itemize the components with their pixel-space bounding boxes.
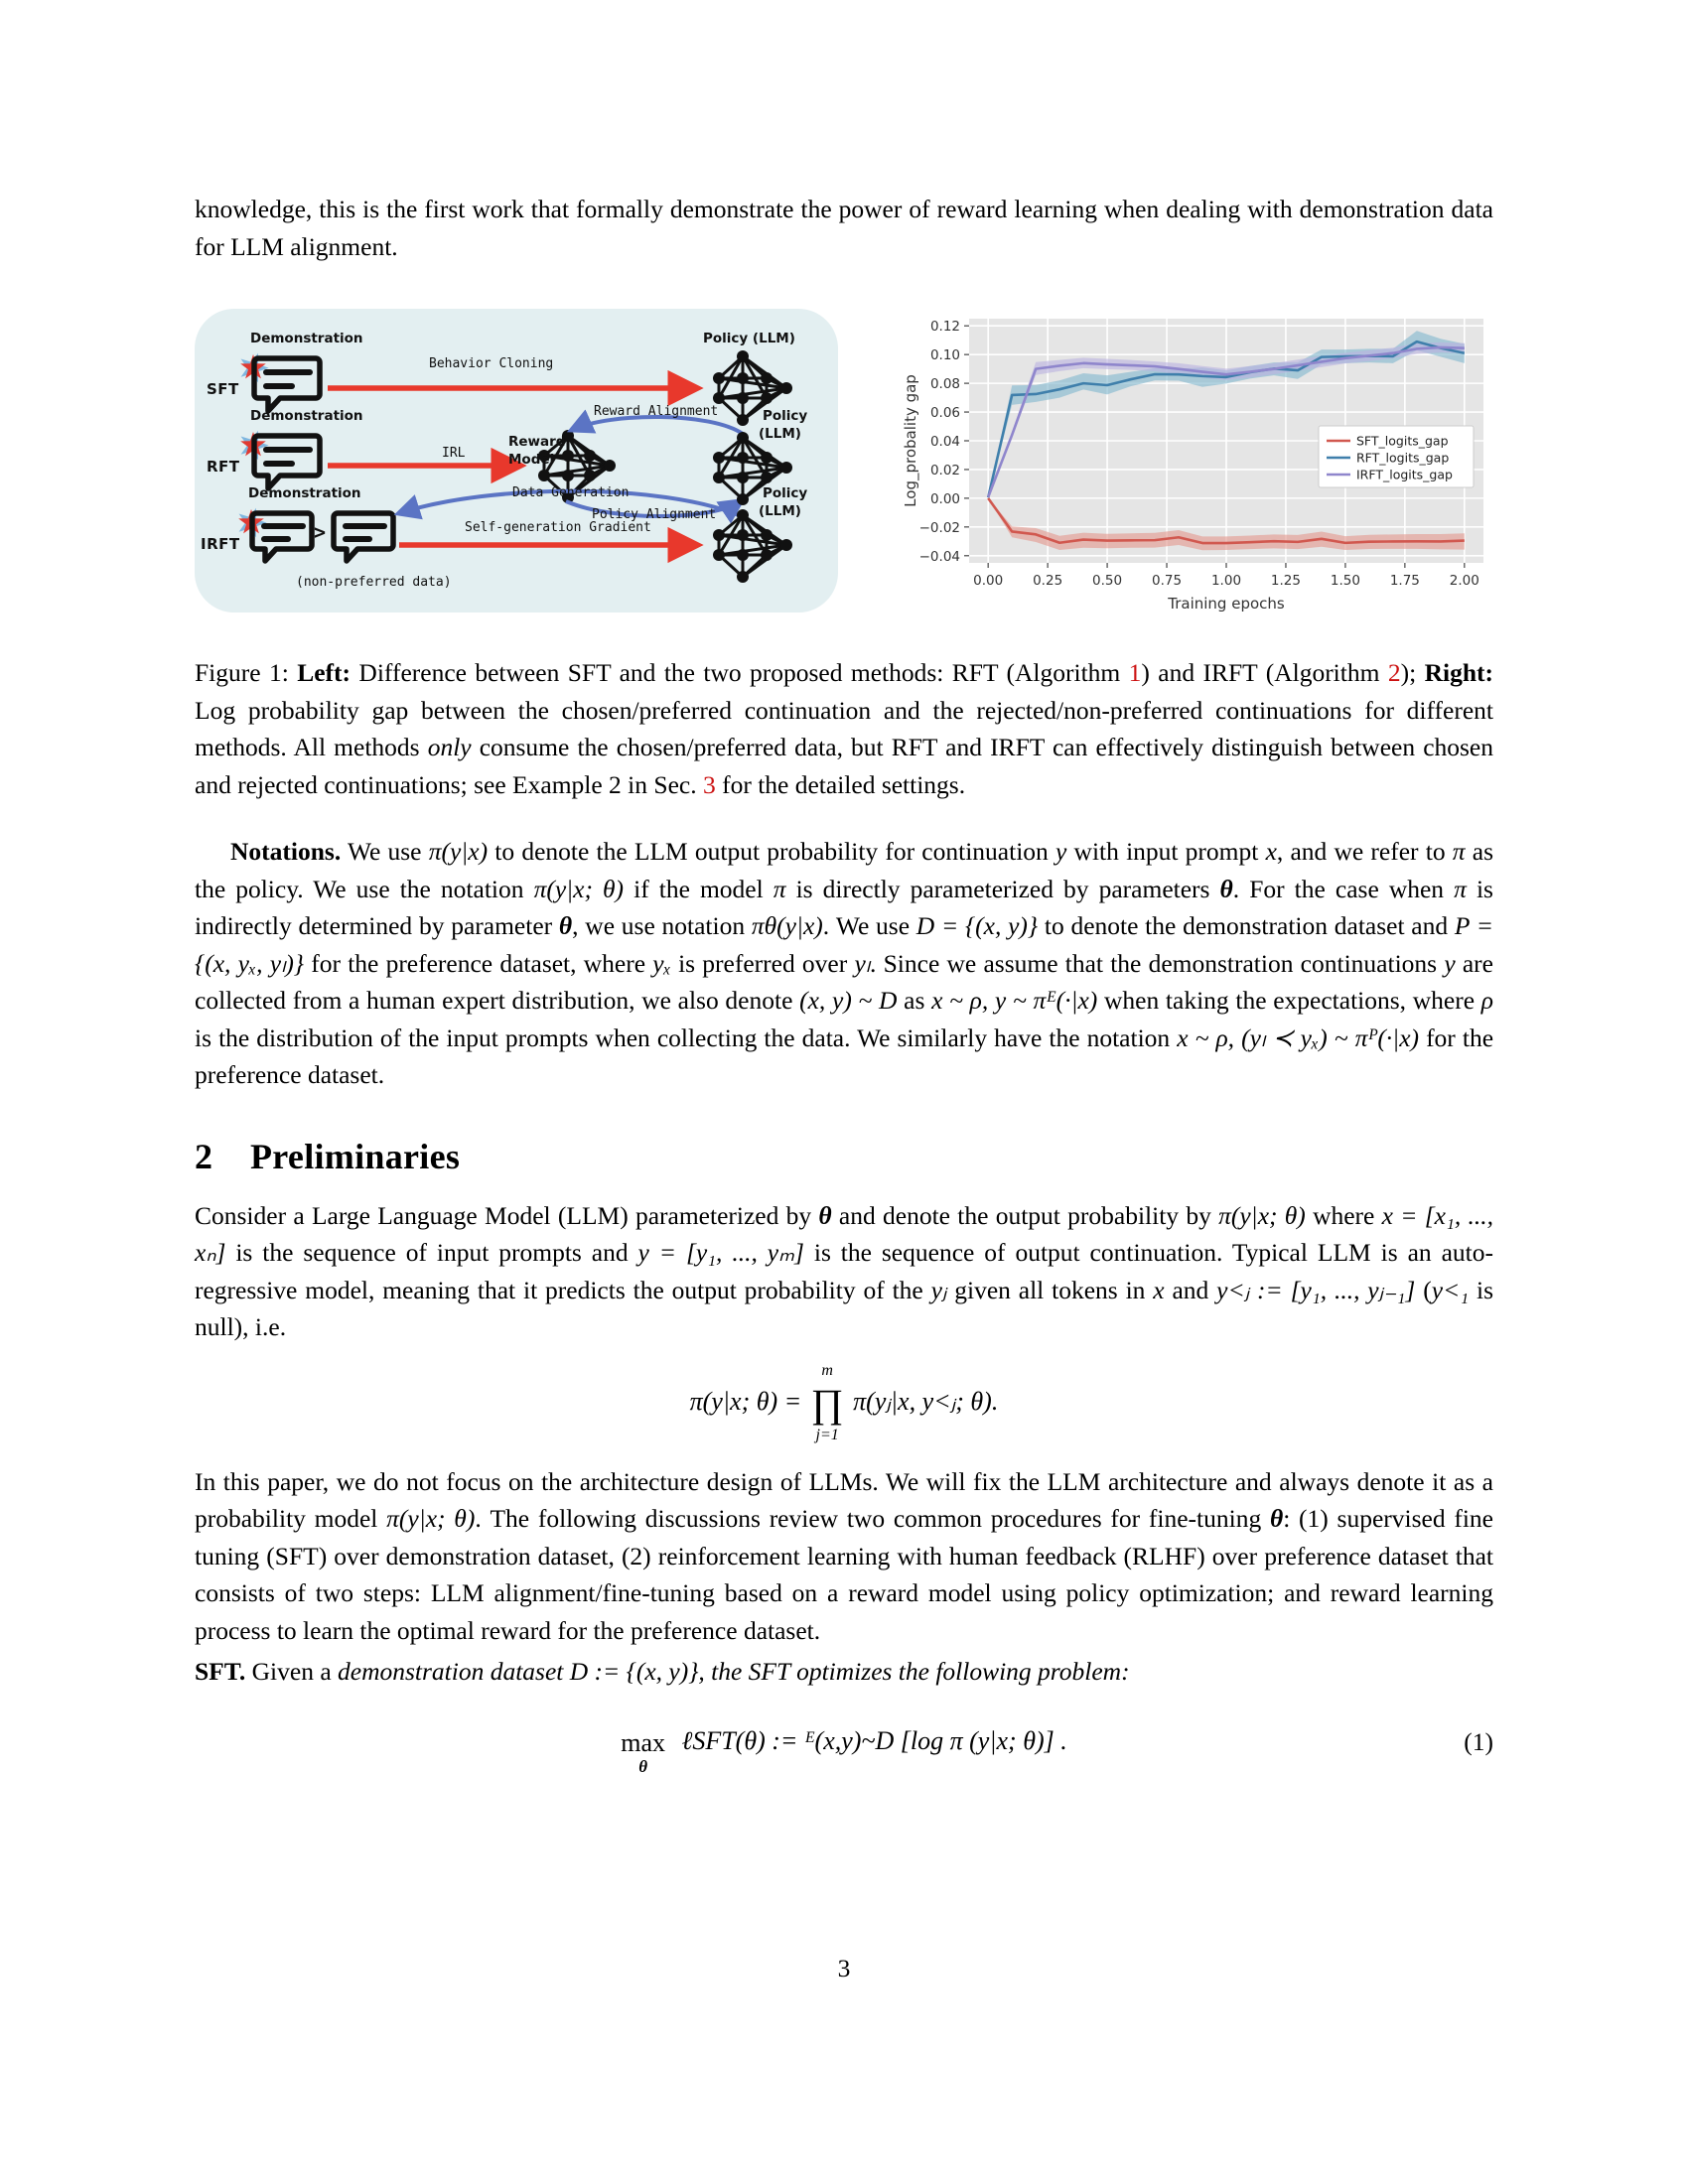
prelim-ylt1: y<₁ bbox=[1431, 1275, 1470, 1304]
y-tick-label: 0.02 bbox=[929, 462, 960, 478]
equation-autoregressive bbox=[195, 1361, 1493, 1443]
notations-t16: are collected from a human expert distribution, we also denote bbox=[195, 948, 1493, 1015]
caption-ref-3: 3 bbox=[702, 769, 716, 799]
notations-yl: yₗ bbox=[854, 948, 871, 978]
prelim-theta: θ bbox=[818, 1200, 832, 1230]
y-tick-label: −0.04 bbox=[918, 548, 960, 565]
sft-t2: D := {(x, y)}, the SFT optimizes the following problem: bbox=[563, 1657, 1130, 1686]
notations-t14: is preferred over bbox=[670, 948, 855, 978]
notations-t11: . We use bbox=[822, 911, 916, 940]
notations-pi-y-x: π(y|x) bbox=[428, 837, 489, 866]
sft-t1: Given a bbox=[245, 1657, 339, 1686]
product-operator bbox=[810, 1361, 844, 1443]
label-policy-llm-sft: Policy (LLM) bbox=[703, 331, 795, 346]
prelim-t9: is null), i.e. bbox=[195, 1275, 1494, 1341]
notations-t3: with input prompt bbox=[1066, 837, 1266, 866]
reward-alignment-arc bbox=[572, 417, 743, 434]
notations-t10: , we use notation bbox=[572, 911, 752, 940]
arch-theta: θ bbox=[1269, 1504, 1284, 1533]
notations-t17: as bbox=[897, 986, 932, 1015]
notations-t4: , and we refer to bbox=[1276, 837, 1453, 866]
label-irl: IRL bbox=[442, 446, 466, 461]
row-label-sft: SFT bbox=[207, 380, 239, 398]
figure-1 bbox=[195, 309, 1493, 628]
section-heading-preliminaries bbox=[195, 1136, 1493, 1177]
equation-1 bbox=[195, 1725, 1493, 1776]
prelim-t2: and denote the output probability by bbox=[831, 1200, 1219, 1230]
demonstration-bubble-rft bbox=[254, 436, 320, 488]
notations-t12: to denote the demonstration dataset and bbox=[1038, 911, 1455, 940]
notations-heading: Notations. bbox=[230, 837, 342, 866]
caption-text-2: ) and IRFT (Algorithm bbox=[1141, 658, 1388, 687]
notations-t7: is directly parameterized by parameters bbox=[785, 874, 1220, 903]
notations-y1: y bbox=[1055, 837, 1067, 866]
label-behavior-cloning: Behavior Cloning bbox=[429, 356, 554, 371]
notations-t9: is indirectly determined by parameter bbox=[195, 874, 1493, 940]
caption-text-5: consume the chosen/preferred data, but RFT and IRFT can effectively distinguish between chosen and rejected continuations; see Example 2 in Sec. bbox=[195, 733, 1494, 799]
x-tick-label: 1.50 bbox=[1330, 573, 1360, 589]
notations-t19: is the distribution of the input prompts when collecting the data. We similarly have the notation bbox=[195, 1023, 1178, 1052]
caption-right-bold: Right: bbox=[1424, 658, 1493, 687]
label-data-generation: Data Generation bbox=[512, 485, 630, 500]
notations-t5: as the policy. We use the notation bbox=[195, 837, 1494, 903]
label-llm-irft: (LLM) bbox=[759, 503, 801, 519]
label-demonstration-rft: Demonstration bbox=[250, 408, 363, 424]
y-tick-label: 0.10 bbox=[929, 347, 960, 364]
product-upper-limit: m bbox=[821, 1361, 833, 1379]
x-tick-label: 0.25 bbox=[1033, 573, 1063, 589]
architecture-paragraph bbox=[195, 1463, 1493, 1650]
x-tick-label: 0.75 bbox=[1152, 573, 1183, 589]
notations-pi-sub-theta: πθ(y|x) bbox=[751, 911, 823, 940]
caption-ref-1: 1 bbox=[1128, 658, 1142, 687]
y-tick-label: 0.04 bbox=[929, 434, 960, 450]
logprob-gap-chart bbox=[898, 309, 1493, 616]
sft-italic: demonstration dataset bbox=[338, 1657, 564, 1686]
caption-left-bold: Left: bbox=[297, 658, 352, 687]
label-reward-model-line1: Reward bbox=[508, 434, 566, 450]
notations-p-set: P = {(x, yₓ, yₗ)} bbox=[195, 911, 1493, 978]
label-reward-model-line2: Model bbox=[508, 452, 555, 468]
notations-pi-theta: π(y|x; θ) bbox=[533, 874, 625, 903]
x-tick-label: 0.00 bbox=[973, 573, 1004, 589]
prelim-y-seq: y = [y₁, ..., yₘ] bbox=[637, 1238, 804, 1267]
max-glyph: max bbox=[621, 1727, 665, 1757]
notations-t15: . Since we assume that the demonstration continuations bbox=[870, 948, 1445, 978]
notations-x1: x bbox=[1265, 837, 1277, 866]
prelim-t3: where bbox=[1305, 1200, 1382, 1230]
notations-t13: for the preference dataset, where bbox=[304, 948, 653, 978]
y-tick-label: 0.08 bbox=[929, 376, 960, 393]
notations-pi3: π bbox=[1454, 874, 1467, 903]
caption-text-4: Log probability gap between the chosen/preferred continuation and the rejected/non-preferred continuations for different methods. All methods bbox=[195, 695, 1493, 761]
notations-x-rho: x ~ ρ, y ~ πᴱ(·|x) bbox=[931, 986, 1098, 1015]
label-demonstration-sft: Demonstration bbox=[250, 331, 363, 346]
prelim-t4: is the sequence of input prompts and bbox=[225, 1238, 638, 1267]
row-label-rft: RFT bbox=[207, 458, 240, 476]
notations-rho: ρ bbox=[1480, 986, 1494, 1015]
demonstration-bubble-sft bbox=[254, 358, 320, 411]
y-tick-label: −0.02 bbox=[918, 519, 960, 536]
label-demonstration-irft: Demonstration bbox=[248, 485, 361, 501]
prelim-t8: ( bbox=[1415, 1275, 1432, 1304]
y-tick-label: 0.06 bbox=[929, 405, 960, 422]
x-tick-label: 0.50 bbox=[1092, 573, 1123, 589]
x-tick-label: 1.00 bbox=[1210, 573, 1242, 589]
notations-t6: if the model bbox=[624, 874, 774, 903]
eq1-body: ℓSFT(θ) := ᴱ(x,y)~D [log π (y|x; θ)] . bbox=[681, 1725, 1067, 1755]
notations-pi1: π bbox=[1452, 837, 1466, 866]
notations-theta1: θ bbox=[1219, 874, 1233, 903]
notations-y2: y bbox=[1444, 948, 1456, 978]
arch-pi-expr: π(y|x; θ) bbox=[386, 1504, 476, 1533]
page-number: 3 bbox=[837, 1954, 851, 1982]
legend-label-RFT_logits_gap: RFT_logits_gap bbox=[1356, 450, 1450, 466]
label-policy-alignment: Policy Alignment bbox=[592, 507, 717, 522]
caption-prefix: Figure 1: bbox=[195, 658, 289, 687]
label-llm-rft: (LLM) bbox=[759, 426, 801, 442]
prelim-t1: Consider a Large Language Model (LLM) parameterized by bbox=[195, 1200, 819, 1230]
prelim-t5: is the sequence of output continuation. Typical LLM is an auto-regressive model, meaning that it predicts the output probability of the bbox=[195, 1238, 1493, 1304]
prelim-pi-expr: π(y|x; θ) bbox=[1218, 1200, 1306, 1230]
notations-yw: yₓ bbox=[652, 948, 671, 978]
caption-text-3: ); bbox=[1400, 658, 1425, 687]
notations-t8: . For the case when bbox=[1232, 874, 1455, 903]
product-glyph: ∏ bbox=[810, 1380, 844, 1426]
prelim-x-seq: x = [x₁, ..., xₙ] bbox=[195, 1200, 1493, 1267]
label-self-generation: Self-generation Gradient bbox=[465, 520, 651, 535]
notations-theta2: θ bbox=[558, 911, 573, 940]
max-subscript: θ bbox=[638, 1756, 648, 1776]
caption-ref-2: 2 bbox=[1387, 658, 1401, 687]
notations-x-rho2: x ~ ρ, (yₗ ≺ yₓ) ~ πᴾ(·|x) bbox=[1177, 1023, 1420, 1052]
sft-paragraph bbox=[195, 1653, 1493, 1691]
row-label-irft: IRFT bbox=[201, 535, 240, 553]
policy-network-irft bbox=[713, 509, 792, 583]
method-diagram bbox=[195, 309, 838, 613]
notations-t1: We use bbox=[341, 837, 429, 866]
label-reward-alignment: Reward Alignment bbox=[594, 404, 719, 419]
arch-t2: . The following discussions review two common procedures for fine-tuning bbox=[475, 1504, 1270, 1533]
chart-svg bbox=[898, 309, 1493, 616]
arch-t1: In this paper, we do not focus on the architecture design of LLMs. We will fix the LLM architecture and always denote it as a probability model bbox=[195, 1466, 1493, 1533]
arch-t3: : (1) supervised fine tuning (SFT) over demonstration dataset, (2) reinforcement learning with human feedback (RLHF) over preference dataset that consists of two steps: LLM alignment/fine-tuning based on a reward model using policy optimization; and reward learning process to learn the optimal reward for the preference dataset. bbox=[195, 1504, 1493, 1645]
prelim-x2: x bbox=[1153, 1275, 1165, 1304]
x-tick-label: 1.75 bbox=[1389, 573, 1420, 589]
x-tick-label: 2.00 bbox=[1449, 573, 1479, 589]
prelim-ylt: y<ⱼ := [y₁, ..., yⱼ₋₁] bbox=[1216, 1275, 1416, 1304]
x-axis-label: Training epochs bbox=[1168, 595, 1285, 613]
eq-ar-rhs: π(yⱼ|x, y<ⱼ; θ). bbox=[853, 1386, 999, 1416]
figure-caption bbox=[195, 654, 1493, 803]
label-non-preferred: (non-preferred data) bbox=[296, 575, 452, 590]
notations-paragraph bbox=[195, 833, 1493, 1094]
notations-t2: to denote the LLM output probability for continuation bbox=[488, 837, 1055, 866]
notations-t18: when taking the expectations, where bbox=[1097, 986, 1481, 1015]
notations-d-set: D = {(x, y)} bbox=[915, 911, 1039, 940]
section-number: 2 bbox=[195, 1136, 213, 1176]
caption-text-6: for the detailed settings. bbox=[715, 769, 966, 799]
caption-text-1: Difference between SFT and the two proposed methods: RFT (Algorithm bbox=[351, 658, 1129, 687]
label-preference-gt: > bbox=[314, 520, 327, 544]
y-tick-label: 0.12 bbox=[929, 319, 960, 336]
y-axis-label: Log_probality gap bbox=[902, 374, 919, 507]
intro-paragraph: knowledge, this is the first work that formally demonstrate the power of reward learning when dealing with demonstration data for LLM alignment. bbox=[195, 195, 1493, 261]
legend-label-IRFT_logits_gap: IRFT_logits_gap bbox=[1356, 467, 1453, 482]
product-lower-limit: j=1 bbox=[815, 1426, 839, 1443]
sft-heading: SFT. bbox=[195, 1657, 246, 1686]
notations-pi2: π bbox=[773, 874, 786, 903]
y-tick-label: 0.00 bbox=[929, 490, 960, 507]
label-policy-irft: Policy bbox=[763, 485, 808, 501]
x-tick-label: 1.25 bbox=[1270, 573, 1301, 589]
non-preferred-bubble bbox=[334, 513, 393, 561]
eq-ar-lhs: π(y|x; θ) = bbox=[689, 1386, 802, 1416]
preliminaries-paragraph bbox=[195, 1197, 1493, 1346]
equation-number: (1) bbox=[1464, 1726, 1493, 1756]
section-title: Preliminaries bbox=[250, 1136, 461, 1176]
legend-label-SFT_logits_gap: SFT_logits_gap bbox=[1356, 433, 1449, 449]
caption-italic-only: only bbox=[427, 733, 472, 761]
notations-xy-d: (x, y) ~ D bbox=[799, 986, 898, 1015]
prelim-t7: and bbox=[1164, 1275, 1217, 1304]
prelim-t6: given all tokens in bbox=[946, 1275, 1154, 1304]
max-operator bbox=[621, 1727, 665, 1776]
prelim-yj: yⱼ bbox=[930, 1275, 947, 1304]
label-policy-rft: Policy bbox=[763, 408, 808, 424]
notations-t20: for the preference dataset. bbox=[195, 1023, 1494, 1089]
